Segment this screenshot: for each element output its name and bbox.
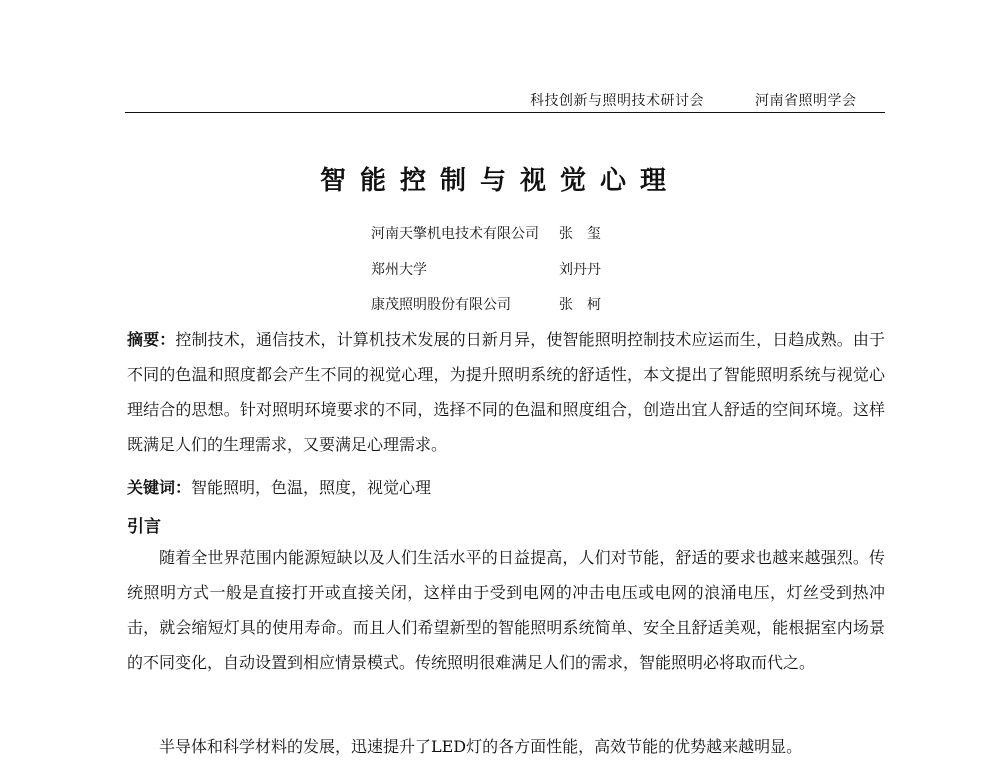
running-header: [530, 90, 856, 110]
author-institution: 康茂照明股份有限公司: [371, 297, 511, 313]
author-name: 张 柯: [559, 297, 601, 313]
organization-name: 河南省照明学会: [754, 93, 857, 109]
author-name: 刘丹丹: [559, 262, 601, 278]
author-name: 张 玺: [559, 226, 601, 242]
author-institution: 郑州大学: [371, 262, 427, 278]
keywords: [127, 475, 431, 498]
author-institution: 河南天擎机电技术有限公司: [371, 226, 539, 242]
abstract-text: 控制技术，通信技术，计算机技术发展的日新月异，使智能照明控制技术应运而生，日趋成熟。由于不同的色温和照度都会产生不同的视觉心理，为提升照明系统的舒适性，本文提出了智能照明系统与视觉心理结合的思想。针对照明环境要求的不同，选择不同的色温和照度组合，创造出宜人舒适的空间环境。这样既满足人们的生理需求，又要满足心理需求。: [127, 330, 885, 454]
intro-paragraph-1: 随着全世界范围内能源短缺以及人们生活水平的日益提高，人们对节能，舒适的要求也越来越强烈。传统照明方式一般是直接打开或直接关闭，这样由于受到电网的冲击电压或电网的浪涌电压，灯丝受到热冲击，就会缩短灯具的使用寿命。而且人们希望新型的智能照明系统简单、安全且舒适美观，能根据室内场景的不同变化，自动设置到相应情景模式。传统照明很难满足人们的需求，智能照明必将取而代之。: [127, 548, 885, 672]
abstract-label: 摘要：: [127, 330, 176, 349]
header-rule: [125, 112, 885, 113]
keywords-text: 智能照明，色温，照度，视觉心理: [191, 478, 432, 497]
paper-title: 智能控制与视觉心理: [319, 166, 680, 196]
keywords-label: 关键词：: [127, 478, 192, 497]
abstract: [127, 322, 885, 462]
section-heading: 引言: [127, 517, 161, 537]
conference-name: 科技创新与照明技术研讨会: [530, 93, 704, 109]
intro-paragraph-2: 半导体和科学材料的发展，迅速提升了LED灯的各方面性能，高效节能的优势越来越明显。: [159, 737, 803, 756]
author-line-1: [371, 223, 601, 243]
author-line-2: [371, 259, 601, 279]
author-line-3: [371, 294, 601, 314]
